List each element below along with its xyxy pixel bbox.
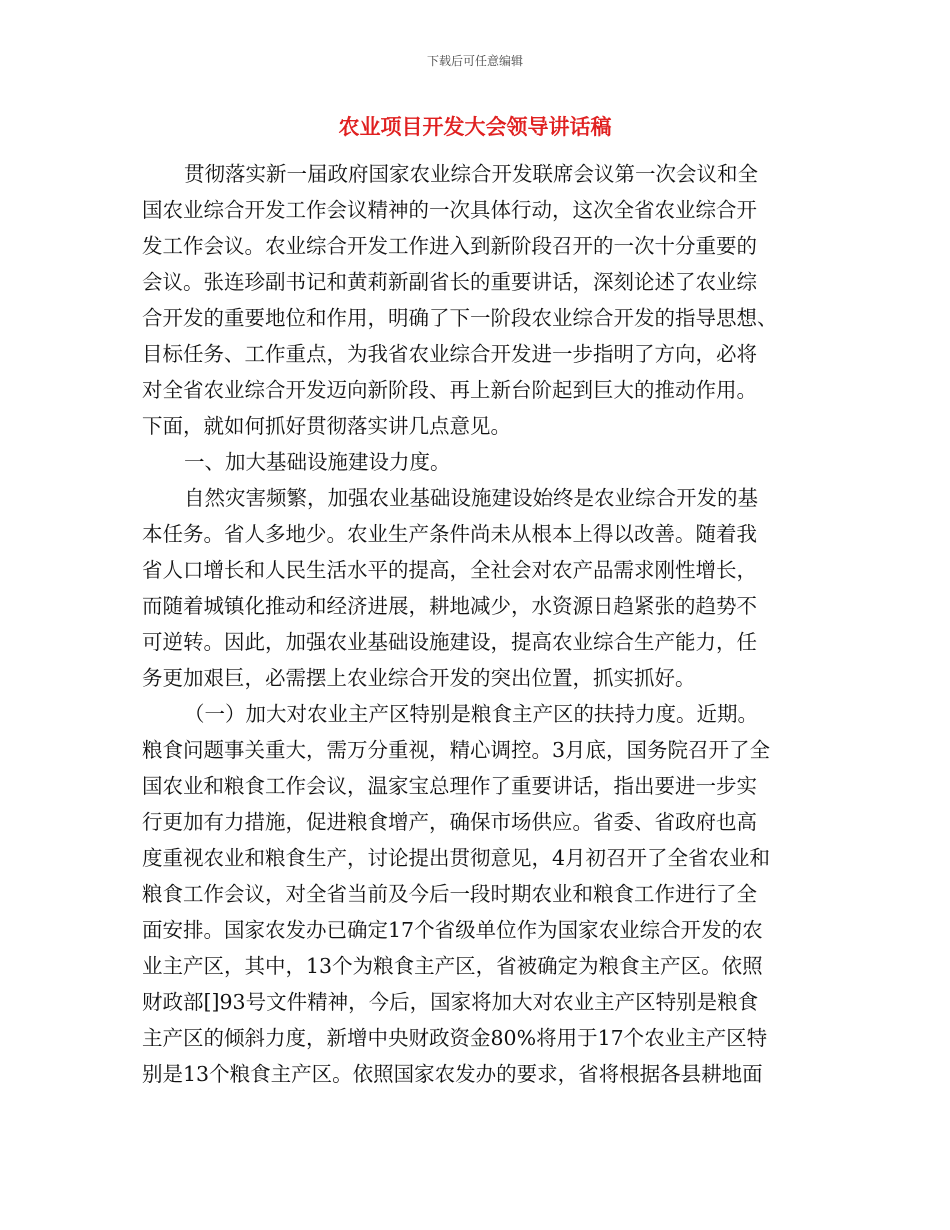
text-line: 发工作会议。农业综合开发工作进入到新阶段召开的一次十分重要的 (142, 234, 757, 258)
text-line: 一、加大基础设施建设力度。 (184, 450, 451, 474)
text-line: 度重视农业和粮食生产，讨论提出贯彻意见，4月初召开了全省农业和 (142, 846, 771, 870)
text-line: 可逆转。因此，加强农业基础设施建设，提高农业综合生产能力，任 (142, 630, 757, 654)
text-line: 务更加艰巨，必需摆上农业综合开发的突出位置，抓实抓好。 (142, 666, 696, 690)
text-line: 别是13个粮食主产区。依照国家农发办的要求，省将根据各县耕地面 (142, 1062, 763, 1086)
document-body (142, 156, 818, 1092)
document-title: 农业项目开发大会领导讲话稿 (338, 115, 612, 139)
text-line: 财政部[]93号文件精神，今后，国家将加大对农业主产区特别是粮食 (142, 990, 759, 1014)
text-line: 行更加有力措施，促进粮食增产，确保市场供应。省委、省政府也高 (142, 810, 757, 834)
text-line: （一）加大对农业主产区特别是粮食主产区的扶持力度。近期。 (184, 702, 758, 726)
text-line: 合开发的重要地位和作用，明确了下一阶段农业综合开发的指导思想、 (142, 306, 778, 330)
text-line: 会议。张连珍副书记和黄莉新副省长的重要讲话，深刻论述了农业综 (142, 270, 757, 294)
text-line: 自然灾害频繁，加强农业基础设施建设始终是农业综合开发的基 (184, 486, 758, 510)
text-line: 而随着城镇化推动和经济进展，耕地减少，水资源日趋紧张的趋势不 (142, 594, 757, 618)
text-line: 贯彻落实新一届政府国家农业综合开发联席会议第一次会议和全 (184, 162, 758, 186)
text-line: 国农业和粮食工作会议，温家宝总理作了重要讲话，指出要进一步实 (142, 774, 757, 798)
text-line: 目标任务、工作重点，为我省农业综合开发进一步指明了方向，必将 (142, 342, 757, 366)
text-line: 业主产区，其中，13个为粮食主产区，省被确定为粮食主产区。依照 (142, 954, 763, 978)
header-note: 下载后可任意编辑 (426, 54, 523, 68)
text-line: 对全省农业综合开发迈向新阶段、再上新台阶起到巨大的推动作用。 (142, 378, 757, 402)
text-line: 粮食问题事关重大，需万分重视，精心调控。3月底，国务院召开了全 (142, 738, 771, 762)
text-line: 主产区的倾斜力度，新增中央财政资金80%将用于17个农业主产区特 (142, 1026, 768, 1050)
text-line: 粮食工作会议，对全省当前及今后一段时期农业和粮食工作进行了全 (142, 882, 757, 906)
text-line: 下面，就如何抓好贯彻落实讲几点意见。 (142, 414, 511, 438)
text-line: 国农业综合开发工作会议精神的一次具体行动，这次全省农业综合开 (142, 198, 757, 222)
text-line: 本任务。省人多地少。农业生产条件尚未从根本上得以改善。随着我 (142, 522, 757, 546)
text-line: 面安排。国家农发办已确定17个省级单位作为国家农业综合开发的农 (142, 918, 763, 942)
text-line: 省人口增长和人民生活水平的提高，全社会对农产品需求刚性增长， (142, 558, 757, 582)
